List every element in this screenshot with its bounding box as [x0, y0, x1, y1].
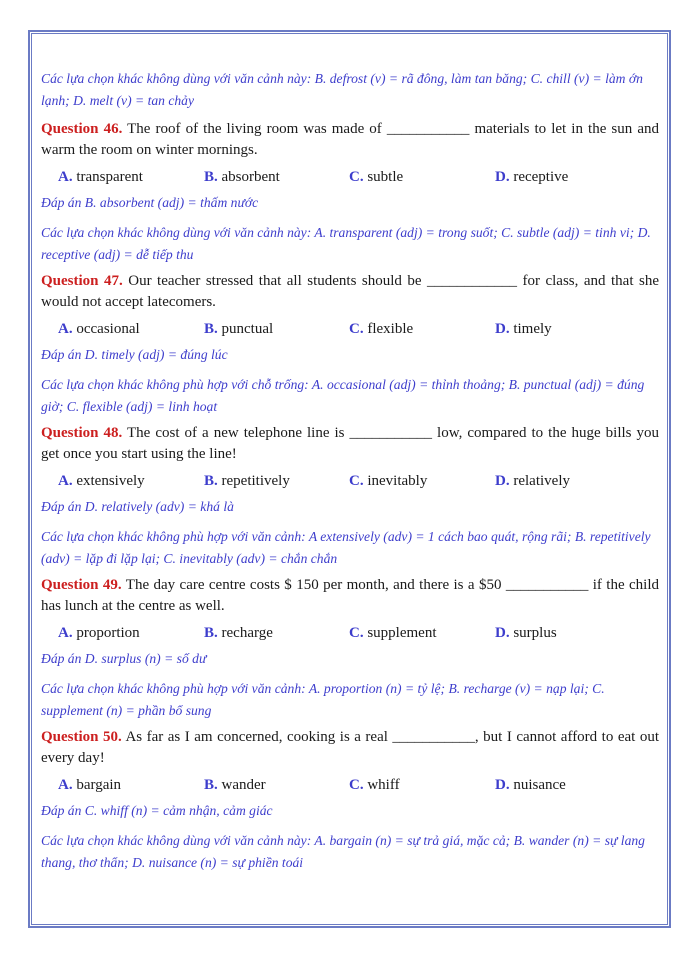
option-c: C. inevitably — [349, 473, 428, 489]
question-text — [41, 575, 659, 617]
option-c: C. whiff — [349, 777, 400, 793]
question-block-48 — [41, 423, 659, 570]
option-b: B. repetitively — [204, 473, 290, 489]
question-block-49 — [41, 575, 659, 722]
question-label: Question 46. — [41, 121, 123, 137]
question-label: Question 48. — [41, 425, 123, 441]
question-block-47 — [41, 271, 659, 418]
option-d: D. surplus — [495, 625, 557, 641]
document-content — [41, 68, 659, 879]
question-label: Question 50. — [41, 729, 122, 745]
option-b: B. punctual — [204, 321, 274, 337]
answer-line: Đáp án B. absorbent (adj) = thấm nước — [41, 195, 259, 210]
option-c: C. subtle — [349, 169, 404, 185]
answer-line: Đáp án D. surplus (n) = số dư — [41, 651, 207, 666]
question-body: The roof of the living room was made of ___________ materials to let in the sun and warm the room on winter mornings. — [41, 121, 659, 158]
option-c: C. flexible — [349, 321, 414, 337]
option-d: D. nuisance — [495, 777, 566, 793]
question-body: Our teacher stressed that all students should be ____________ for class, and that she would not accept latecomers. — [41, 273, 659, 310]
answer-line: Đáp án C. whiff (n) = cảm nhận, cảm giác — [41, 803, 273, 818]
options-row — [41, 166, 659, 188]
options-row — [41, 622, 659, 644]
option-d: D. relatively — [495, 473, 570, 489]
question-text — [41, 727, 659, 769]
question-body: The cost of a new telephone line is ___________ low, compared to the huge bills you get once you start using the line! — [41, 425, 660, 462]
answer-line: Đáp án D. timely (adj) = đúng lúc — [41, 347, 228, 362]
options-row — [41, 774, 659, 796]
option-a: A. proportion — [58, 625, 140, 641]
option-a: A. extensively — [58, 473, 145, 489]
explanation-note: Các lựa chọn khác không phù hợp với chỗ trống: A. occasional (adj) = thỉnh thoảng; B. punctual (adj) = đúng giờ; C. flexible (adj) = linh hoạt — [41, 377, 645, 414]
explanation-note: Các lựa chọn khác không phù hợp với văn cảnh: A extensively (adv) = 1 cách bao quát, rộng rãi; B. repetitively (adv) = lặp đi lặp lại; C. inevitably (adv) = chắn chắn — [41, 529, 651, 566]
options-row — [41, 318, 659, 340]
question-text — [41, 423, 659, 465]
question-text — [41, 119, 659, 161]
intro-note: Các lựa chọn khác không dùng với văn cảnh này: B. defrost (v) = rã đông, làm tan băng; C. chill (v) = làm ớn lạnh; D. melt (v) = tan chảy — [41, 71, 643, 108]
option-b: B. wander — [204, 777, 266, 793]
question-body: The day care centre costs $ 150 per month, and there is a $50 ___________ if the child has lunch at the centre as well. — [41, 577, 660, 614]
option-d: D. timely — [495, 321, 552, 337]
question-text — [41, 271, 659, 313]
option-a: A. occasional — [58, 321, 140, 337]
answer-line: Đáp án D. relatively (adv) = khá là — [41, 499, 234, 514]
option-b: B. recharge — [204, 625, 273, 641]
option-a: A. bargain — [58, 777, 122, 793]
question-block-46 — [41, 119, 659, 266]
question-label: Question 49. — [41, 577, 122, 593]
question-label: Question 47. — [41, 273, 123, 289]
explanation-note: Các lựa chọn khác không phù hợp với văn cảnh: A. proportion (n) = tỷ lệ; B. recharge (v) = nạp lại; C. supplement (n) = phần bổ sung — [41, 681, 605, 718]
explanation-note: Các lựa chọn khác không dùng với văn cảnh này: A. transparent (adj) = trong suốt; C. subtle (adj) = tinh vi; D. receptive (adj) = dễ tiếp thu — [41, 225, 651, 262]
options-row — [41, 470, 659, 492]
explanation-note: Các lựa chọn khác không dùng với văn cảnh này: A. bargain (n) = sự trả giá, mặc cả; B. wander (n) = sự lang thang, thơ thẩn; D. nuisance (n) = sự phiền toái — [41, 833, 645, 870]
option-d: D. receptive — [495, 169, 569, 185]
option-a: A. transparent — [58, 169, 143, 185]
question-block-50 — [41, 727, 659, 874]
question-body: As far as I am concerned, cooking is a real ___________, but I cannot afford to eat out every day! — [41, 729, 659, 766]
option-b: B. absorbent — [204, 169, 280, 185]
option-c: C. supplement — [349, 625, 437, 641]
